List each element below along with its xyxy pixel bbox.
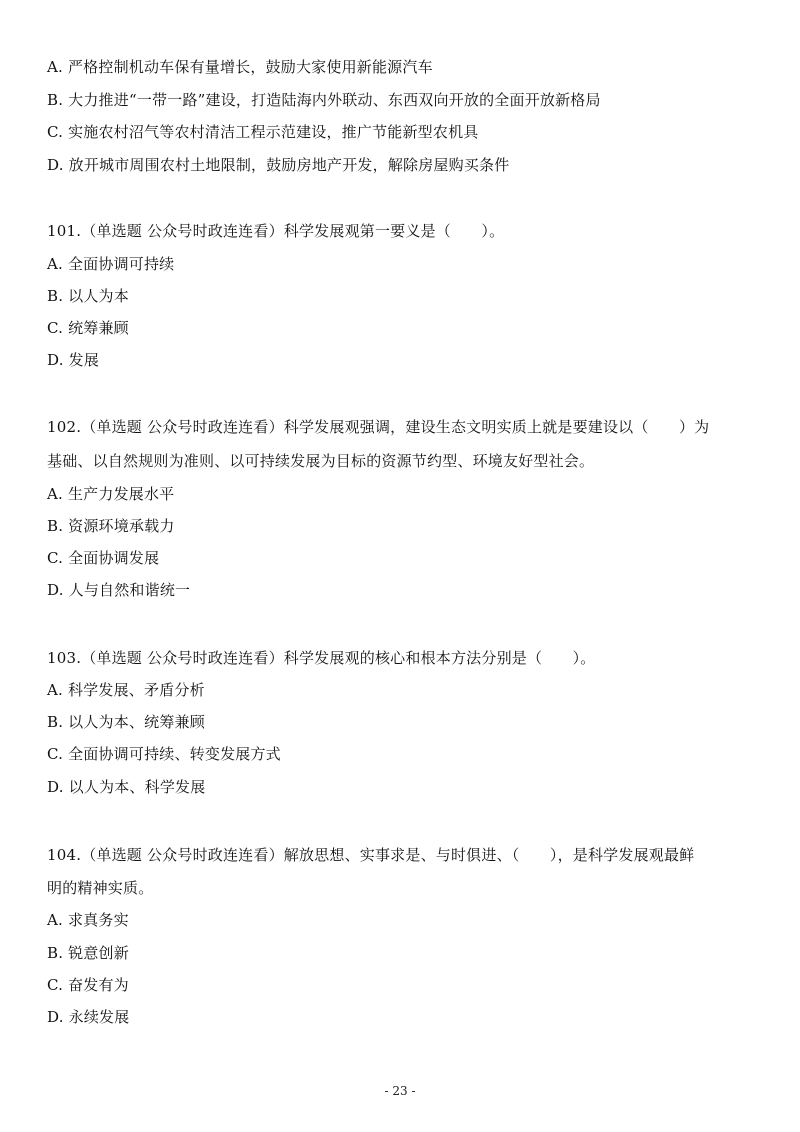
question-102-option-d: D. 人与自然和谐统一 <box>47 581 191 599</box>
question-103-option-c: C. 全面协调可持续、转变发展方式 <box>47 745 281 763</box>
question-103-option-b: B. 以人为本、统筹兼顾 <box>47 713 205 731</box>
question-103-stem: 103.（单选题 公众号时政连连看）科学发展观的核心和根本方法分别是（ ）。 <box>47 649 596 667</box>
question-104-option-d: D. 永续发展 <box>47 1008 130 1026</box>
question-102-option-c: C. 全面协调发展 <box>47 549 160 567</box>
question-103-option-a: A. 科学发展、矛盾分析 <box>47 681 205 699</box>
option-c: C. 实施农村沼气等农村清洁工程示范建设，推广节能新型农机具 <box>47 123 479 141</box>
question-102-option-b: B. 资源环境承载力 <box>47 517 175 535</box>
option-b: B. 大力推进“一带一路”建设，打造陆海内外联动、东西双向开放的全面开放新格局 <box>47 91 601 109</box>
question-101-option-b: B. 以人为本 <box>47 287 129 305</box>
page-number: - 23 - <box>384 1084 416 1098</box>
option-d: D. 放开城市周围农村土地限制，鼓励房地产开发，解除房屋购买条件 <box>47 156 510 174</box>
question-101-option-c: C. 统筹兼顾 <box>47 319 129 337</box>
option-a: A. 严格控制机动车保有量增长，鼓励大家使用新能源汽车 <box>47 58 433 76</box>
question-103-option-d: D. 以人为本、科学发展 <box>47 778 206 796</box>
question-101-option-a: A. 全面协调可持续 <box>47 255 175 273</box>
question-104-option-a: A. 求真务实 <box>47 911 129 929</box>
question-102-stem-line-1: 102.（单选题 公众号时政连连看）科学发展观强调，建设生态文明实质上就是要建设以（ ）为 <box>47 418 710 436</box>
question-104-stem-line-2: 明的精神实质。 <box>47 879 154 897</box>
question-104-option-b: B. 锐意创新 <box>47 944 129 962</box>
question-102-stem-line-2: 基础、以自然规则为准则、以可持续发展为目标的资源节约型、环境友好型社会。 <box>47 452 595 470</box>
question-104-stem-line-1: 104.（单选题 公众号时政连连看）解放思想、实事求是、与时俱进、（ ），是科学发展观最鲜 <box>47 846 695 864</box>
question-102-option-a: A. 生产力发展水平 <box>47 485 175 503</box>
question-104-option-c: C. 奋发有为 <box>47 976 129 994</box>
question-101-stem: 101.（单选题 公众号时政连连看）科学发展观第一要义是（ ）。 <box>47 222 505 240</box>
question-101-option-d: D. 发展 <box>47 351 100 369</box>
